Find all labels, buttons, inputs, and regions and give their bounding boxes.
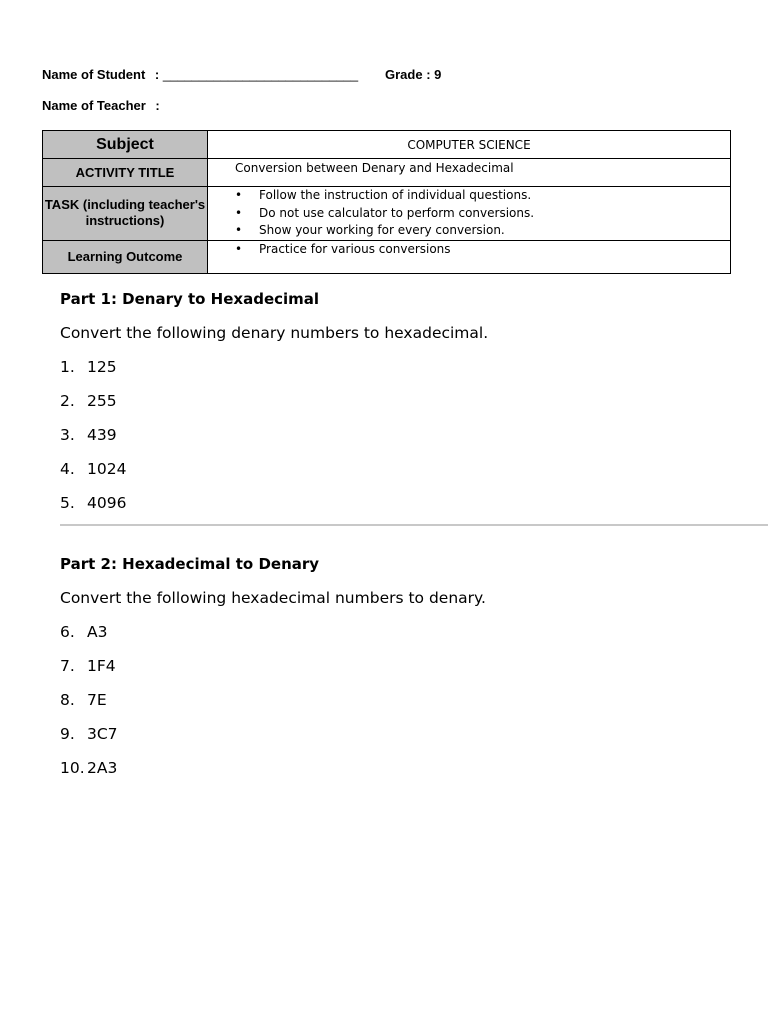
grade-label: Grade [385, 67, 423, 82]
activity-title-value: Conversion between Denary and Hexadecimal [208, 159, 731, 187]
part2-section [60, 552, 760, 790]
task-item: • Show your working for every conversion. [235, 222, 730, 240]
teacher-name-row [42, 98, 160, 113]
student-name-label: Name of Student [42, 67, 146, 82]
task-item: • Follow the instruction of individual questions. [235, 187, 730, 205]
learning-outcome-label: Learning Outcome [43, 240, 208, 273]
subject-label: Subject [43, 131, 208, 159]
bullet-icon: • [235, 241, 243, 256]
task-label: TASK (including teacher's instructions) [43, 187, 208, 241]
activity-title-label: ACTIVITY TITLE [43, 159, 208, 187]
part2-question-list [60, 620, 760, 790]
student-name-row [42, 67, 358, 82]
learning-outcome-cell [208, 240, 731, 273]
bullet-icon: • [235, 205, 243, 220]
question-item: 2. 255 [60, 392, 117, 410]
task-item: • Do not use calculator to perform conversions. [235, 205, 730, 223]
bullet-icon: • [235, 188, 243, 202]
outcome-item: • Practice for various conversions [235, 241, 730, 259]
question-item: 10. 2A3 [60, 759, 118, 777]
part1-section [60, 287, 760, 525]
outcome-list [235, 241, 730, 259]
question-item: 3. 439 [60, 426, 117, 444]
activity-info-table [42, 130, 731, 274]
subject-value: COMPUTER SCIENCE [208, 131, 731, 159]
part1-instruction: Convert the following denary numbers to hexadecimal. [60, 324, 489, 342]
section-divider [60, 524, 768, 526]
part2-instruction: Convert the following hexadecimal numbers to denary. [60, 589, 486, 607]
part2-title: Part 2: Hexadecimal to Denary [60, 555, 320, 573]
question-item: 4. 1024 [60, 460, 127, 478]
bullet-icon: • [235, 223, 243, 237]
teacher-name-label: Name of Teacher [42, 98, 146, 113]
question-item: 8. 7E [60, 691, 107, 709]
question-item: 6. A3 [60, 623, 108, 641]
task-cell [208, 187, 731, 241]
student-name-blank[interactable]: ___________________________ [162, 67, 359, 82]
grade-colon: : [426, 67, 431, 82]
grade-row [385, 67, 441, 82]
question-item: 5. 4096 [60, 494, 127, 512]
task-list [235, 187, 730, 240]
teacher-name-colon: : [155, 98, 160, 113]
question-item: 9. 3C7 [60, 725, 118, 743]
grade-value: 9 [434, 67, 442, 82]
question-item: 1. 125 [60, 358, 117, 376]
part1-title: Part 1: Denary to Hexadecimal [60, 290, 320, 308]
student-name-colon: : [154, 67, 160, 82]
part1-question-list [60, 355, 760, 525]
question-item: 7. 1F4 [60, 657, 116, 675]
